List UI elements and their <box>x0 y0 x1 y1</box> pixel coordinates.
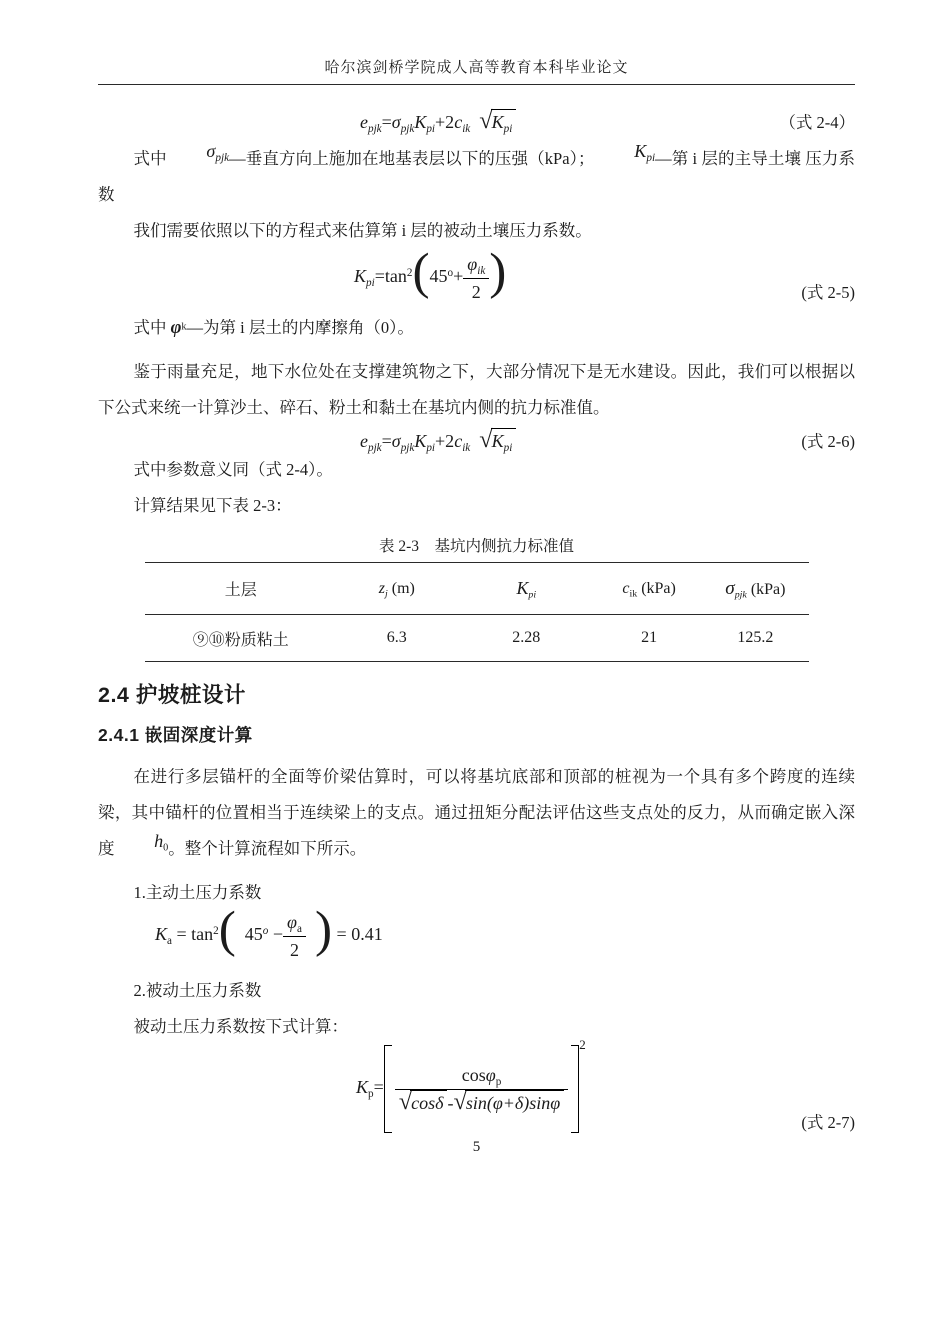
page-number: 5 <box>472 1139 481 1155</box>
col-header-soil-layer: 土层 <box>145 563 338 615</box>
equation-2-6-label: (式 2-6) <box>801 432 855 451</box>
cell-cik: 21 <box>641 629 658 646</box>
radical-sign: √ <box>453 1087 467 1115</box>
eq24-c-sub: ik <box>462 122 471 135</box>
ka-den: 2 <box>283 936 306 962</box>
p3-tail: —为第 i 层土的内摩擦角（0）。 <box>186 318 414 337</box>
eq26-K-sub: pi <box>426 441 436 454</box>
p1-sigma <box>171 141 230 164</box>
eq25-tan: =tan <box>374 266 407 287</box>
eq27-sqrt2-arg: sin(φ+δ)sinφ <box>465 1092 561 1113</box>
ka-fraction <box>283 911 306 961</box>
eq25-K-sub: pi <box>366 277 375 290</box>
section-heading-2-4: 2.4 护坡桩设计 <box>98 683 246 707</box>
eq25-phi: φ <box>467 254 478 274</box>
p7-h-var: h <box>154 831 164 851</box>
paragraph-sigma-definition <box>98 141 855 213</box>
equation-2-6-row <box>98 428 855 452</box>
zj-sub: j <box>384 587 388 599</box>
kpi-sub: pi <box>528 589 537 601</box>
eq24-c: c <box>454 112 463 132</box>
p3-lead: 式中 <box>133 318 171 337</box>
eq25-plus: + <box>453 266 464 287</box>
eq26-equals: = <box>381 431 392 451</box>
equation-2-7-row <box>98 1037 855 1133</box>
eq27-num-phi-sub: p <box>495 1075 502 1088</box>
p1-K-var: K <box>634 141 647 161</box>
cell-zj: 6.3 <box>386 629 407 646</box>
eq26-c-sub: ik <box>462 441 471 454</box>
eq25-K: K <box>354 266 367 287</box>
eq25-deg: o <box>447 267 454 279</box>
eq24-K-sub: pi <box>426 122 436 135</box>
paragraph-phi-definition <box>98 309 855 346</box>
radical-sign: √ <box>479 426 493 453</box>
eq27-sqrt1-arg: cosδ <box>411 1092 444 1113</box>
ka-phi: φ <box>287 912 297 932</box>
p7-h0 <box>119 831 169 854</box>
col-header-cik <box>596 563 702 615</box>
running-head <box>98 56 855 85</box>
paragraph-same-params: 式中参数意义同（式 2-4）。 <box>133 460 333 479</box>
ka-K-sub: a <box>167 935 172 948</box>
sigma-unit: (kPa) <box>746 580 786 598</box>
p1-tail: —第 i 层的主导土壤 压力系数 <box>98 149 856 204</box>
equation-2-6 <box>360 426 516 454</box>
eq24-sigma: σ <box>391 112 401 132</box>
eq27-K-sub: p <box>368 1088 374 1101</box>
ka-K: K <box>155 924 168 945</box>
eq27-sqrt1 <box>398 1087 448 1115</box>
cell-sigma: 125.2 <box>737 629 774 646</box>
eq27-exponent: 2 <box>579 1037 586 1053</box>
eq27-minus: - <box>447 1092 454 1113</box>
eq25-fraction <box>463 253 489 303</box>
kpi-var: K <box>516 578 529 598</box>
zj-unit: (m) <box>387 579 415 597</box>
eq26-c: c <box>454 431 463 451</box>
table-2-3 <box>145 562 809 662</box>
equation-ka-row <box>98 900 855 961</box>
cik-var: c <box>622 579 630 597</box>
col-header-zj <box>337 563 457 615</box>
p3-phi: φ <box>170 317 182 337</box>
eq24-equals: = <box>381 112 392 132</box>
eq27-K: K <box>356 1077 369 1098</box>
eq27-right-bracket <box>571 1045 579 1133</box>
sigma-sub: pjk <box>734 588 747 600</box>
eq25-sup2: 2 <box>406 267 413 279</box>
paragraph-estimate-kpi: 我们需要依照以下的方程式来估算第 i 层的被动土壤压力系数。 <box>133 221 592 240</box>
eq27-equals: = <box>373 1077 384 1098</box>
ka-minus: − <box>272 924 284 945</box>
eq27-left-bracket <box>384 1045 392 1133</box>
p1-mid: —垂直方向上施加在地基表层以下的压强（kPa）； <box>229 149 595 168</box>
equation-2-4-row <box>98 109 855 133</box>
eq24-K: K <box>414 112 427 132</box>
paragraph-passive-formula-intro: 被动土压力系数按下式计算： <box>133 1017 348 1036</box>
eq26-sigma: σ <box>391 431 401 451</box>
eq25-rparen: ) <box>489 242 507 300</box>
running-head-title: 哈尔滨剑桥学院成人高等教育本科毕业论文 <box>324 60 629 76</box>
eq27-fraction <box>395 1064 569 1114</box>
subsection-heading-2-4-1: 2.4.1 嵌固深度计算 <box>98 725 253 745</box>
paragraph-embedment-intro <box>98 759 855 867</box>
cell-soil-layer: ⑨⑩粉质粘土 <box>192 631 289 649</box>
list-item-passive-pressure: 2.被动土压力系数 <box>133 981 262 1000</box>
equation-2-5-row <box>98 242 855 303</box>
equation-ka <box>155 900 383 961</box>
col-header-kpi <box>457 563 596 615</box>
col-header-sigma <box>702 563 808 615</box>
p1-sigma-sub: pjk <box>215 151 230 164</box>
eq25-den: 2 <box>463 278 489 304</box>
cik-sub: ik <box>629 587 638 599</box>
eq24-radical <box>479 107 516 135</box>
ka-phi-sub: a <box>297 922 302 935</box>
eq26-radical <box>479 426 516 454</box>
table-header-row <box>145 563 809 615</box>
list-item-active-pressure: 1.主动土压力系数 <box>133 883 262 902</box>
eq24-sigma-sub: pjk <box>400 122 415 135</box>
eq24-rad: K <box>491 112 504 132</box>
ka-rparen: ) <box>314 900 333 958</box>
eq27-sqrt2 <box>453 1087 564 1115</box>
ka-45: 45 <box>244 924 263 945</box>
table-2-3-caption: 表 2-3 基坑内侧抗力标准值 <box>378 538 575 555</box>
ka-lparen: ( <box>218 900 236 958</box>
zj-var: z <box>378 579 385 597</box>
eq24-e-sub: pjk <box>368 122 382 135</box>
eq27-num-phi: φ <box>485 1065 496 1085</box>
cik-unit: (kPa) <box>637 579 676 597</box>
ka-deg: o <box>262 925 269 937</box>
equation-2-5 <box>354 242 507 303</box>
p1-lead: 式中 <box>133 149 167 168</box>
table-row <box>145 615 809 662</box>
radical-sign: √ <box>398 1087 413 1115</box>
ka-result: = 0.41 <box>336 924 383 945</box>
equation-2-4 <box>360 107 516 135</box>
eq27-cos: cos <box>461 1065 486 1085</box>
eq26-rad-sub: pi <box>503 441 513 454</box>
ka-tan: = tan <box>171 924 214 945</box>
p7-h-sub: 0 <box>163 842 169 854</box>
eq26-e-sub: pjk <box>368 441 382 454</box>
eq26-plus2: +2 <box>435 431 455 451</box>
paragraph-see-table: 计算结果见下表 2-3： <box>133 496 292 515</box>
sigma-var: σ <box>725 577 735 599</box>
radical-sign: √ <box>479 107 493 134</box>
eq26-e: e <box>360 431 368 451</box>
equation-2-4-label: （式 2-4） <box>779 113 855 132</box>
equation-2-7-label: (式 2-7) <box>801 1113 855 1132</box>
equation-2-7 <box>356 1037 586 1133</box>
eq24-rad-sub: pi <box>503 122 513 135</box>
p1-sigma-var: σ <box>206 141 216 161</box>
paragraph-groundwater: 鉴于雨量充足，地下水位处在支撑建筑物之下，大部分情况下是无水建设。因此，我们可以根据以下公式来统一计算沙土、碎石、粉土和黏土在基坑内侧的抗力标准值。 <box>98 362 855 417</box>
p1-K <box>599 141 656 164</box>
eq26-rad: K <box>491 431 504 451</box>
ka-sup2: 2 <box>213 925 219 937</box>
p7-part1: 在进行多层锚杆的全面等价梁估算时，可以将基坑底部和顶部的桩视为一个具有多个跨度的连续梁，其中锚杆的位置相当于连续梁上的支点。通过扭矩分配法评估这些支点处的反力，从而确定嵌入深度 <box>98 767 855 858</box>
cell-kpi: 2.28 <box>512 629 541 646</box>
eq24-e: e <box>360 112 368 132</box>
p1-K-sub: pi <box>646 151 656 164</box>
eq25-45: 45 <box>429 266 448 287</box>
eq26-sigma-sub: pjk <box>400 441 415 454</box>
eq24-plus2: +2 <box>435 112 455 132</box>
p3-phi-sup: k <box>181 321 187 333</box>
eq26-K: K <box>414 431 427 451</box>
p7-part2: 。整个计算流程如下所示。 <box>168 839 367 858</box>
eq25-lparen: ( <box>412 242 430 300</box>
equation-2-5-label: (式 2-5) <box>801 283 855 302</box>
eq25-phi-sub: ik <box>477 264 486 277</box>
